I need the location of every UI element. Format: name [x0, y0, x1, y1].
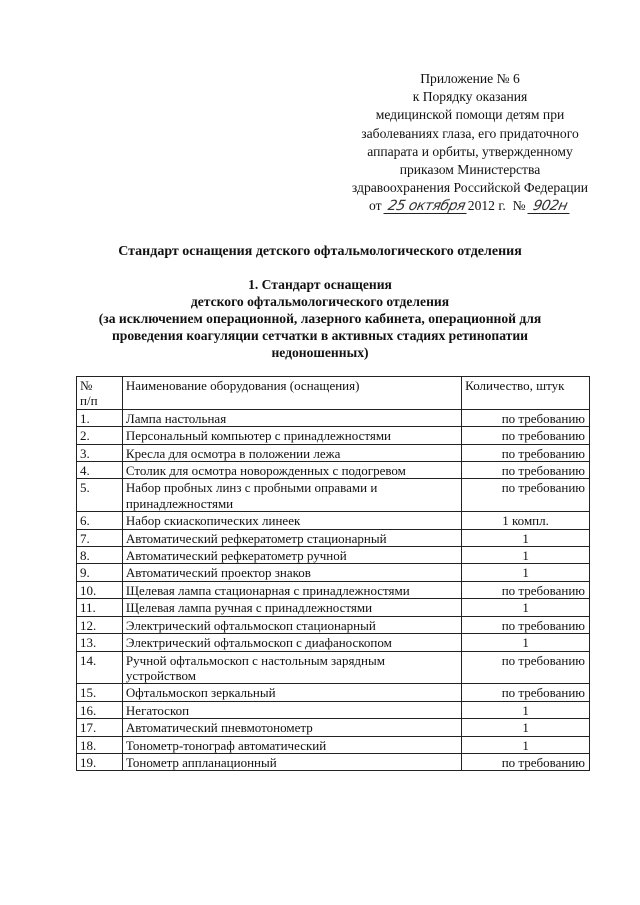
equipment-table — [76, 376, 590, 771]
row-equipment-name: Набор скиаскопических линеек — [122, 512, 461, 529]
row-quantity: 1 — [462, 529, 590, 546]
appendix-line: заболеваниях глаза, его придаточного — [361, 125, 579, 141]
header-number-text: № п/п — [80, 378, 98, 409]
row-equipment-name: Набор пробных линз с пробными оправами и принадлежностями — [122, 479, 461, 512]
table-row — [77, 479, 590, 512]
row-equipment-name: Персональный компьютер с принадлежностями — [122, 427, 461, 444]
row-equipment-name: Столик для осмотра новорожденных с подогревом — [122, 462, 461, 479]
section-title-line: проведения коагуляции сетчатки в активных стадиях ретинопатии — [111, 328, 529, 343]
appendix-line: к Порядку оказания — [412, 89, 528, 105]
row-number: 17. — [77, 719, 123, 736]
row-quantity: по требованию — [462, 616, 590, 633]
table-row — [77, 409, 590, 426]
table-row — [77, 651, 590, 684]
row-quantity: 1 — [462, 564, 590, 581]
document-title: Стандарт оснащения детского офтальмологического отделения — [118, 244, 522, 259]
row-number: 10. — [77, 581, 123, 598]
table-row — [77, 616, 590, 633]
row-equipment-name: Электрический офтальмоскоп стационарный — [122, 616, 461, 633]
handwritten-order-number: 902н — [527, 199, 572, 214]
row-quantity: по требованию — [462, 427, 590, 444]
row-equipment-name: Негатоскоп — [122, 701, 461, 718]
row-number: 19. — [77, 753, 123, 770]
order-date-line — [330, 197, 610, 215]
row-equipment-name: Офтальмоскоп зеркальный — [122, 684, 461, 701]
header-name: Наименование оборудования (оснащения) — [122, 377, 461, 410]
row-quantity: по требованию — [462, 651, 590, 684]
row-equipment-name: Тонометр-тонограф автоматический — [122, 736, 461, 753]
row-number: 7. — [77, 529, 123, 546]
table-row — [77, 462, 590, 479]
row-equipment-name: Автоматический рефкератометр стационарный — [122, 529, 461, 546]
order-year: 2012 г. — [467, 198, 506, 214]
table-header-row — [77, 377, 590, 410]
row-quantity: 1 — [462, 599, 590, 616]
table-row — [77, 581, 590, 598]
appendix-line: здравоохранения Российской Федерации — [351, 180, 589, 196]
handwritten-date: 25 октября — [383, 199, 469, 214]
row-number: 1. — [77, 409, 123, 426]
row-number: 6. — [77, 512, 123, 529]
row-quantity: по требованию — [462, 753, 590, 770]
row-quantity: 1 — [462, 701, 590, 718]
row-quantity: по требованию — [462, 479, 590, 512]
table-row — [77, 512, 590, 529]
row-quantity: 1 — [462, 634, 590, 651]
header-number — [77, 377, 123, 410]
table-row — [77, 547, 590, 564]
table-row — [77, 753, 590, 770]
row-equipment-name: Автоматический проектор знаков — [122, 564, 461, 581]
row-number: 15. — [77, 684, 123, 701]
row-number: 9. — [77, 564, 123, 581]
table-row — [77, 599, 590, 616]
appendix-line: медицинской помощи детям при — [375, 107, 565, 123]
appendix-header — [330, 70, 610, 216]
table-row — [77, 427, 590, 444]
row-equipment-name: Лампа настольная — [122, 409, 461, 426]
row-number: 16. — [77, 701, 123, 718]
row-quantity: 1 — [462, 719, 590, 736]
row-equipment-name: Ручной офтальмоскоп с настольным зарядным устройством — [122, 651, 461, 684]
row-quantity: по требованию — [462, 409, 590, 426]
row-equipment-name: Электрический офтальмоскоп с диафаноскопом — [122, 634, 461, 651]
row-equipment-name: Автоматический рефкератометр ручной — [122, 547, 461, 564]
section-title-line: 1. Стандарт оснащения — [248, 277, 392, 292]
row-number: 13. — [77, 634, 123, 651]
table-row — [77, 564, 590, 581]
row-equipment-name: Автоматический пневмотонометр — [122, 719, 461, 736]
row-number: 2. — [77, 427, 123, 444]
row-quantity: по требованию — [462, 684, 590, 701]
row-number: 12. — [77, 616, 123, 633]
table-row — [77, 701, 590, 718]
row-quantity: 1 компл. — [462, 512, 590, 529]
row-quantity: 1 — [462, 547, 590, 564]
header-quantity: Количество, штук — [462, 377, 590, 410]
table-row — [77, 736, 590, 753]
section-title-line: детского офтальмологического отделения — [190, 294, 450, 309]
appendix-line: Приложение № 6 — [420, 71, 520, 86]
table-row — [77, 719, 590, 736]
row-number: 3. — [77, 444, 123, 461]
number-sign: № — [512, 198, 526, 214]
table-row — [77, 684, 590, 701]
row-equipment-name: Тонометр аппланационный — [122, 753, 461, 770]
row-equipment-name: Щелевая лампа ручная с принадлежностями — [122, 599, 461, 616]
row-quantity: по требованию — [462, 444, 590, 461]
table-row — [77, 444, 590, 461]
appendix-line: аппарата и орбиты, утвержденному — [367, 143, 573, 159]
row-number: 18. — [77, 736, 123, 753]
row-number: 14. — [77, 651, 123, 684]
section-title-line: (за исключением операционной, лазерного кабинета, операционной для — [98, 311, 542, 326]
table-body — [77, 409, 590, 771]
table-row — [77, 529, 590, 546]
row-number: 8. — [77, 547, 123, 564]
appendix-line: приказом Министерства — [399, 162, 541, 178]
date-prefix: от — [369, 198, 382, 214]
table-row — [77, 634, 590, 651]
row-quantity: по требованию — [462, 462, 590, 479]
row-quantity: 1 — [462, 736, 590, 753]
row-number: 4. — [77, 462, 123, 479]
row-quantity: по требованию — [462, 581, 590, 598]
section-title — [80, 276, 560, 361]
row-equipment-name: Щелевая лампа стационарная с принадлежностями — [122, 581, 461, 598]
section-title-line: недоношенных) — [271, 345, 369, 360]
row-number: 5. — [77, 479, 123, 512]
row-equipment-name: Кресла для осмотра в положении лежа — [122, 444, 461, 461]
row-number: 11. — [77, 599, 123, 616]
